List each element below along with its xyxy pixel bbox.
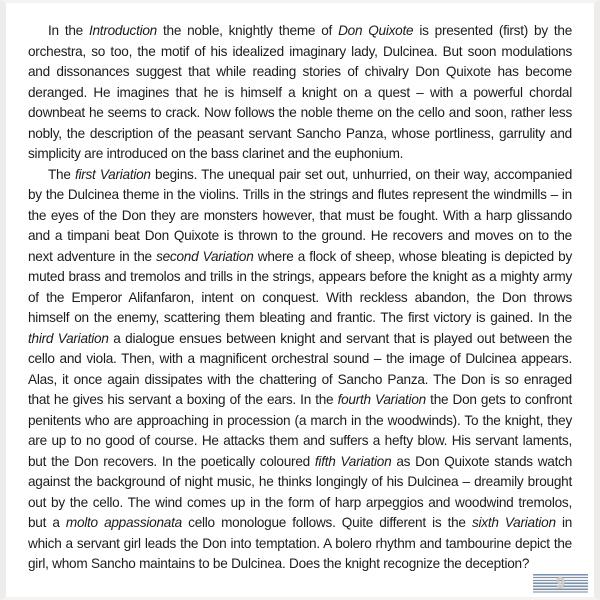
- text-segment: where a flock of sheep, whose bleating is depicted by muted brass and tremolos and trills in the strings, appears before the knight as a mighty army of the Emperor Alifanfaron, intent on conquest. With reckless abandon, the Don throws himself on the enemy, scattering them bleating and frantic. The first victory is gained. In the: [28, 248, 572, 325]
- page-number: 9: [556, 574, 565, 592]
- paragraph-1: [28, 21, 572, 165]
- text-segment: the noble, knightly theme of: [157, 23, 339, 38]
- text-segment: the Don gets to confront penitents who are approaching in procession (a march in the woodwinds). To the knight, they are up to no good of course. He attacks them and suffers a hefty blow. His servant laments, but the Don recovers. In the poetically coloured: [28, 392, 572, 469]
- italic-text-segment: third Variation: [28, 330, 109, 346]
- text-segment: in which a servant girl leads the Don into temptation. A bolero rhythm and tambourine depict the girl, whom Sancho maintains to be Dulcinea. Does the knight recognize the deception?: [28, 515, 573, 571]
- text-segment: cello monologue follows. Quite different is the: [181, 515, 472, 530]
- italic-text-segment: molto appassionata: [65, 515, 182, 530]
- text-segment: is presented (first) by the orchestra, so too, the motif of his idealized imaginary lady, Dulcinea. But soon modulations and dissonances suggest that while reading stories of chivalry Don Quixote has become deranged. He imagines that he is himself a knight on a quest – with a powerful chordal downbeat he seems to crack. Now follows the noble theme on the cello and soon, rather less nobly, the description of the peasant servant Sancho Panza, whose portliness, garrulity and simplicity are introduced on the bass clarinet and the euphonium.: [28, 23, 572, 161]
- booklet-text: [28, 21, 572, 575]
- italic-text-segment: fourth Variation: [337, 392, 426, 407]
- text-segment: a dialogue ensues between knight and servant that is played out between the cello and viola. Then, with a magnificent orchestral sound – the image of Dulcinea appears. Alas, it once again dissipates with the chattering of Sancho Panza. The Don is so enraged that he gives his servant a boxing of the ears. In the: [28, 330, 573, 407]
- italic-text-segment: fifth Variation: [314, 453, 392, 469]
- italic-text-segment: Introduction: [88, 23, 157, 38]
- text-segment: In the: [48, 23, 89, 38]
- italic-text-segment: first Variation: [74, 166, 151, 182]
- italic-text-segment: sixth Variation: [471, 515, 556, 530]
- text-segment: The: [48, 166, 75, 182]
- italic-text-segment: second Variation: [156, 248, 254, 264]
- italic-text-segment: Don Quixote: [338, 23, 414, 38]
- paragraph-2: [28, 165, 572, 575]
- page-number-badge: [533, 574, 588, 593]
- text-segment: begins. The unequal pair set out, unhurried, on their way, accompanied by the Dulcinea theme in the violins. Trills in the strings and flutes represent the windmills – in the eyes of the Don they are monsters however, that must be fought. With a harp glissando and a timpani beat Don Quixote is thrown to the ground. He recovers and moves on to the next adventure in the: [28, 166, 573, 264]
- text-segment: as Don Quixote stands watch against the background of night music, he thinks longingly of his Dulcinea – dreamily brought out by the cello. The wind comes up in the form of harp arpeggios and woodwind tremolos, but a: [28, 453, 572, 530]
